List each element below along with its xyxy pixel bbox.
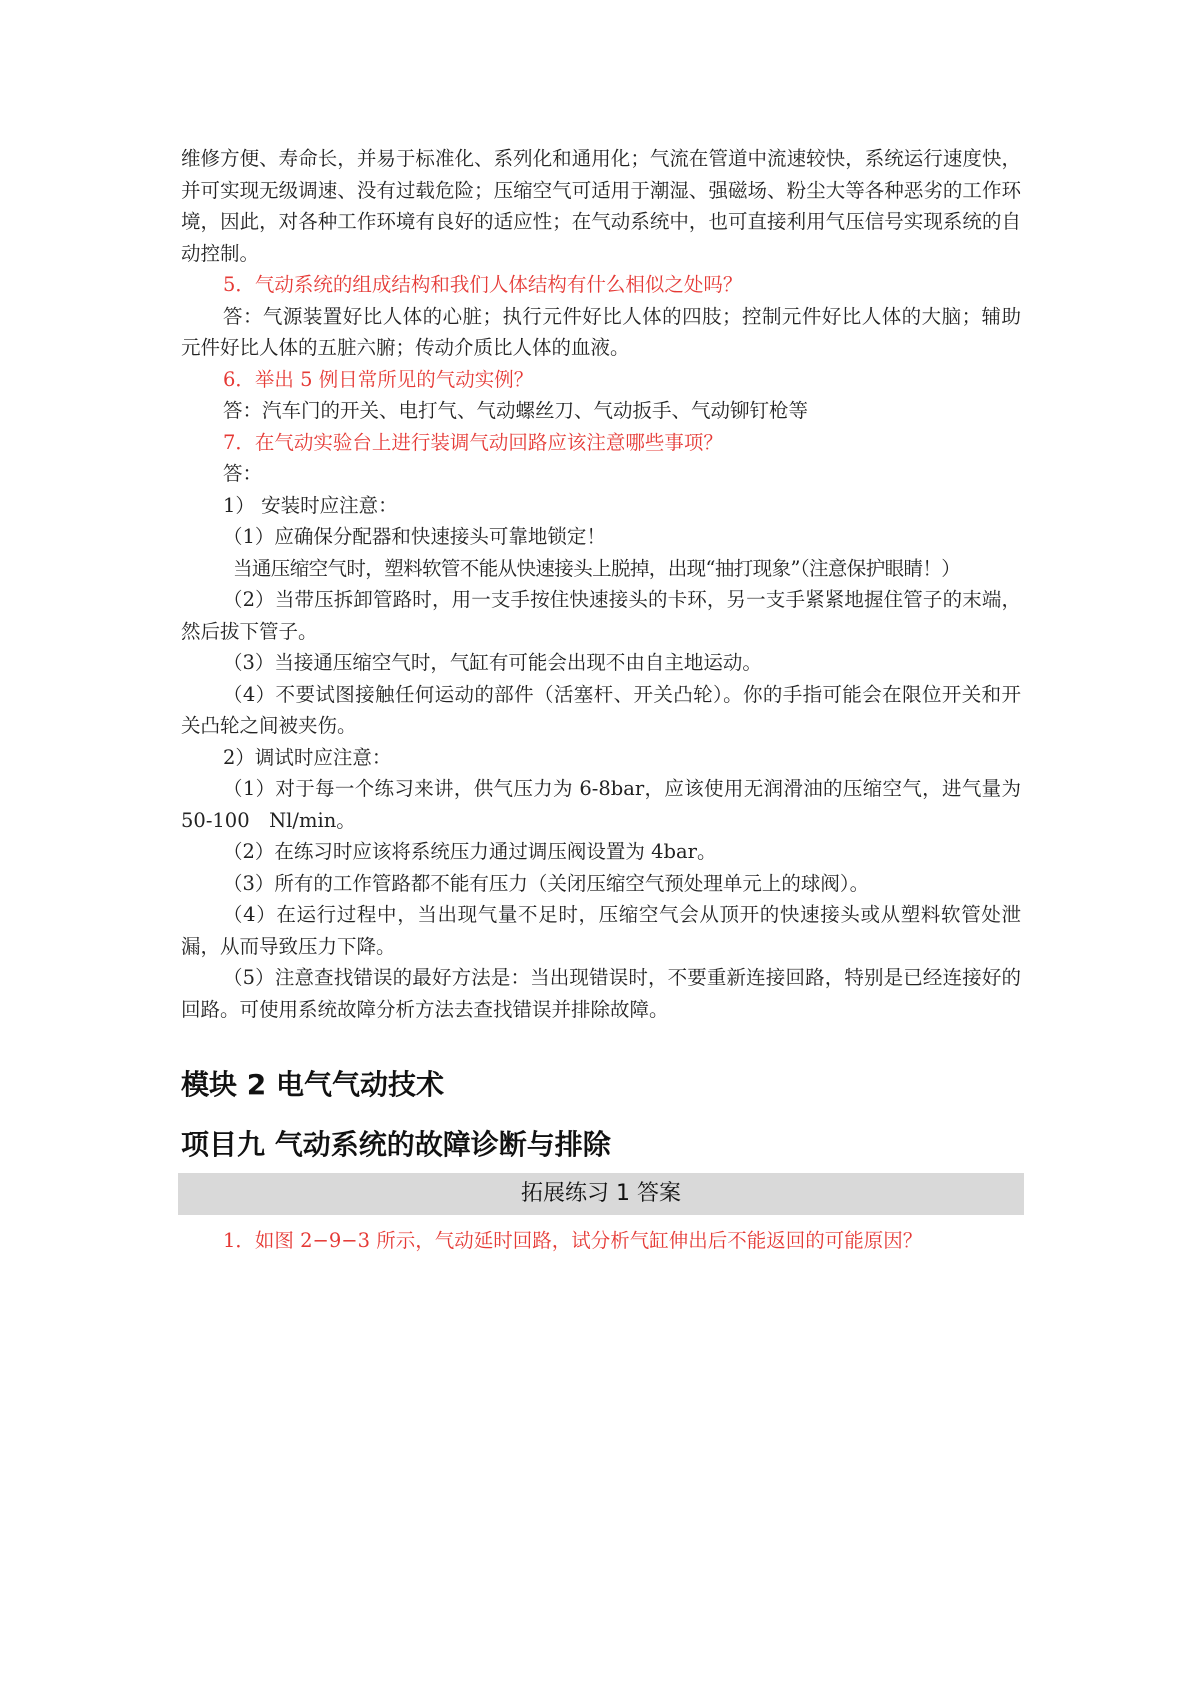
install-note-4: （4）不要试图接触任何运动的部件（活塞杆、开关凸轮）。你的手指可能会在限位开关和开关凸轮之间被夹伤。	[181, 682, 1021, 737]
install-notes-title: 1） 安装时应注意：	[223, 493, 398, 517]
question-6: 6．举出 5 例日常所见的气动实例？	[223, 367, 534, 391]
answer-7-intro: 答：	[223, 462, 263, 485]
debug-note-5: （5）注意查找错误的最好方法是：当出现错误时，不要重新连接回路，特别是已经连接好的回路。可使用系统故障分析方法去查找错误并排除故障。	[181, 966, 1021, 1021]
module-heading: 模块 2 电气气动技术	[181, 1068, 444, 1101]
install-note-2: （2）当带压拆卸管路时，用一支手按住快速接头的卡环，另一支手紧紧地握住管子的末端，然后拔下管子。	[181, 588, 1021, 643]
debug-note-4: （4）在运行过程中，当出现气量不足时，压缩空气会从顶开的快速接头或从塑料软管处泄漏，从而导致压力下降。	[181, 903, 1021, 958]
question-1: 1．如图 2−9−3 所示，气动延时回路，试分析气缸伸出后不能返回的可能原因？	[223, 1229, 923, 1252]
question-7: 7．在气动实验台上进行装调气动回路应该注意哪些事项？	[223, 430, 723, 454]
debug-note-3: （3）所有的工作管路都不能有压力（关闭压缩空气预处理单元上的球阀）。	[223, 871, 870, 895]
page-content	[181, 143, 1021, 1257]
debug-note-2: （2）在练习时应该将系统压力通过调压阀设置为 4bar。	[223, 840, 717, 863]
answer-6: 答：汽车门的开关、电打气、气动螺丝刀、气动扳手、气动铆钉枪等	[223, 399, 809, 422]
question-5: 5．气动系统的组成结构和我们人体结构有什么相似之处吗？	[223, 273, 743, 296]
debug-note-1: （1）对于每一个练习来讲，供气压力为 6-8bar，应该使用无润滑油的压缩空气，进气量为 50-100 Nl/min。	[181, 777, 1021, 832]
install-note-1-detail: 当通压缩空气时，塑料软管不能从快速接头上脱掉，出现“抽打现象”（注意保护眼睛！）	[233, 556, 961, 580]
install-note-1: （1）应确保分配器和快速接头可靠地锁定！	[223, 525, 606, 548]
continued-paragraph: 维修方便、寿命长，并易于标准化、系列化和通用化；气流在管道中流速较快，系统运行速度快，并可实现无级调速、没有过载危险；压缩空气可适用于潮湿、强磁场、粉尘大等各种恶劣的工作环境，因此，对各种工作环境有良好的适应性；在气动系统中，也可直接利用气压信号实现系统的自动控制。	[181, 147, 1021, 265]
section-title: 拓展练习 1 答案	[521, 1181, 681, 1207]
section-title-bar	[178, 1173, 1024, 1215]
project-heading: 项目九 气动系统的故障诊断与排除	[181, 1128, 611, 1161]
debug-notes-title: 2）调试时应注意：	[223, 745, 392, 769]
install-note-3: （3）当接通压缩空气时，气缸有可能会出现不由自主地运动。	[223, 651, 762, 674]
answer-5: 答：气源装置好比人体的心脏；执行元件好比人体的四肢；控制元件好比人体的大脑；辅助元件好比人体的五脏六腑；传动介质比人体的血液。	[181, 304, 1021, 359]
